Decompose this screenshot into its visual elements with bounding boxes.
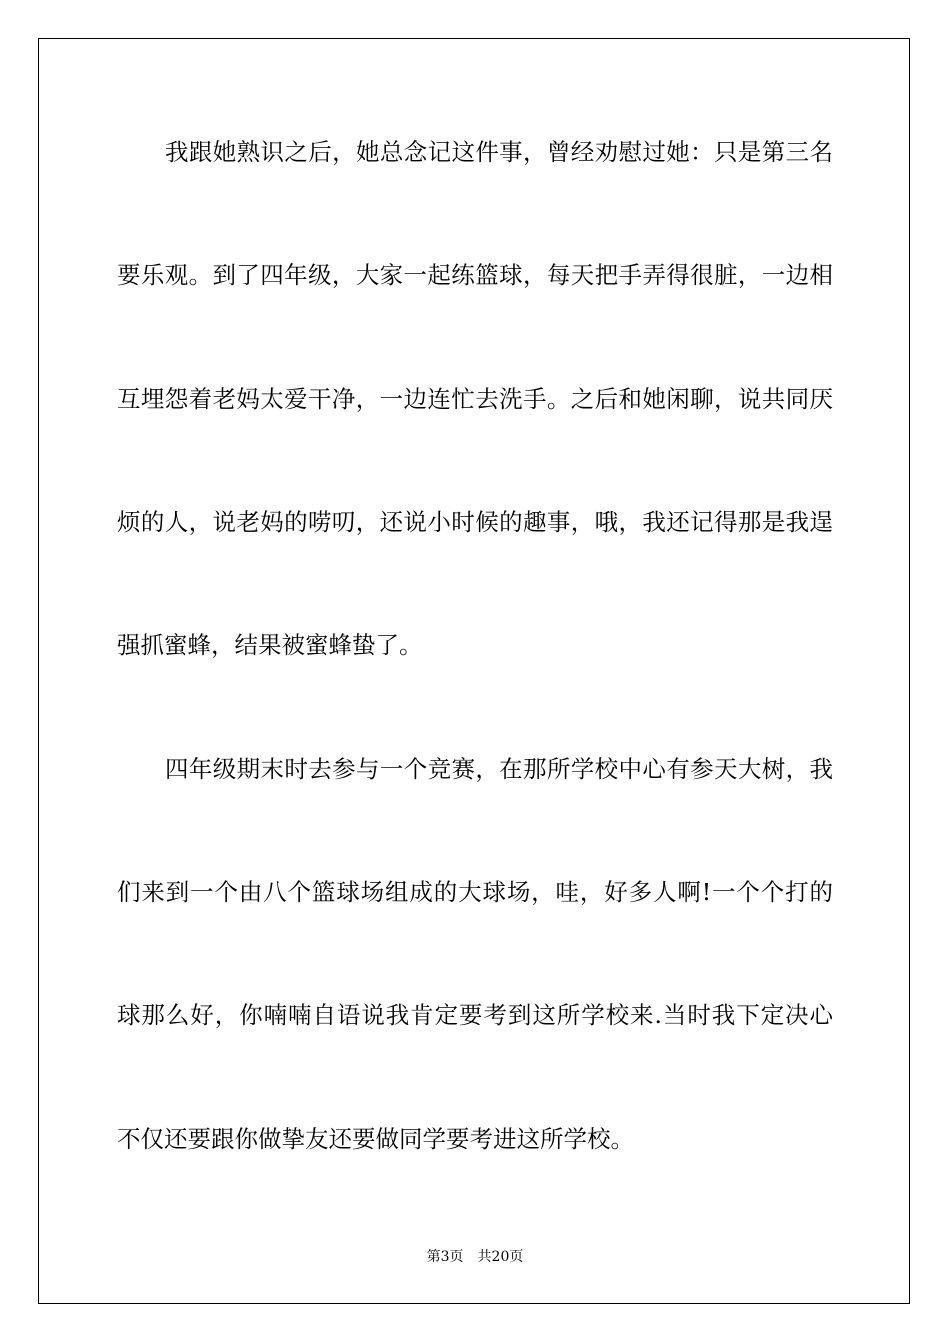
paragraph-1-line-3: 互埋怨着老妈太爱干净，一边连忙去洗手。之后和她闲聊，说共同厌 <box>117 385 833 413</box>
paragraph-1-line-5: 强抓蜜蜂，结果被蜜蜂蛰了。 <box>117 631 423 659</box>
page-total: 共20页 <box>477 1249 524 1265</box>
page-number: 第3页 <box>426 1249 464 1265</box>
paragraph-2-line-1: 四年级期末时去参与一个竞赛，在那所学校中心有参天大树，我 <box>165 755 833 783</box>
paragraph-1-line-1: 我跟她熟识之后，她总念记这件事，曾经劝慰过她：只是第三名 <box>165 138 833 166</box>
page-footer <box>0 1246 950 1266</box>
paragraph-2-line-3: 球那么好，你喃喃自语说我肯定要考到这所学校来.当时我下定决心 <box>117 1001 833 1029</box>
paragraph-2-line-2: 们来到一个由八个篮球场组成的大球场，哇，好多人啊!一个个打的 <box>117 878 833 906</box>
paragraph-2-line-4: 不仅还要跟你做挚友还要做同学要考进这所学校。 <box>117 1125 634 1153</box>
paragraph-1-line-4: 烦的人，说老妈的唠叨，还说小时候的趣事，哦，我还记得那是我逞 <box>117 508 833 536</box>
paragraph-1-line-2: 要乐观。到了四年级，大家一起练篮球，每天把手弄得很脏，一边相 <box>117 261 833 289</box>
page-border <box>38 38 910 1304</box>
